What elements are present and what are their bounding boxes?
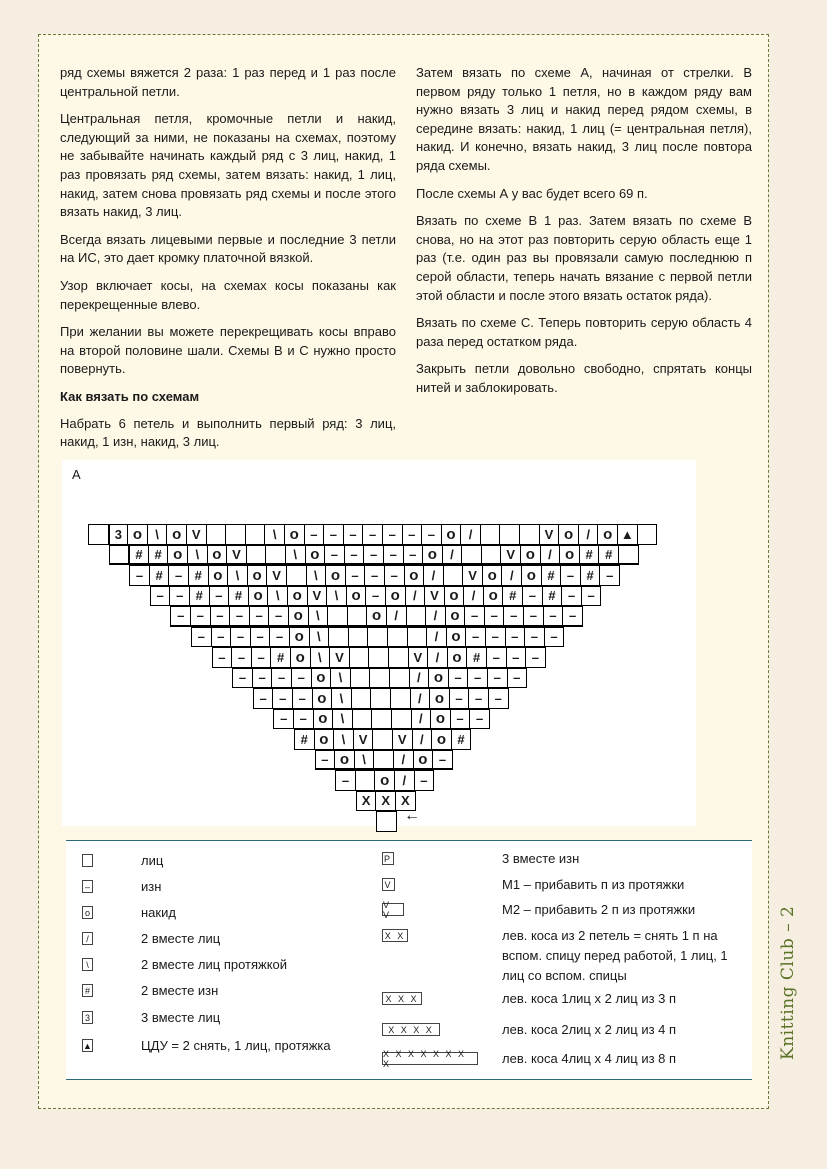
chart-cell: \ [285, 545, 306, 566]
chart-cell: o [445, 606, 466, 627]
chart-cell: / [460, 524, 481, 545]
symbol-legend [66, 840, 752, 1080]
legend-label: М2 – прибавить 2 п из протяжки [502, 902, 696, 917]
chart-cell: – [522, 586, 543, 607]
chart-cell: – [468, 688, 489, 709]
chart-cell: o [428, 668, 449, 689]
chart-cell: / [442, 545, 463, 566]
chart-cell: / [425, 606, 446, 627]
chart-cell: \ [310, 647, 331, 668]
chart-cell: – [170, 606, 191, 627]
chart-cell: # [228, 586, 249, 607]
chart-cell [246, 545, 267, 566]
chart-cell: / [540, 545, 561, 566]
chart-cell: – [343, 524, 364, 545]
chart-cell: o [441, 524, 462, 545]
chart-cell: – [210, 606, 231, 627]
legend-symbol-icon: – [82, 880, 93, 893]
chart-cell: o [366, 606, 387, 627]
chart-cell: V [408, 647, 429, 668]
chart-cell: V [500, 545, 521, 566]
legend-label: 2 вместе лиц [141, 931, 221, 946]
chart-cell [88, 524, 109, 545]
section-heading: Как вязать по схемам [60, 388, 200, 404]
chart-cell: o [290, 647, 311, 668]
chart-cell: o [429, 688, 450, 709]
chart-cell: o [287, 586, 308, 607]
chart-cell: – [524, 627, 545, 648]
chart-cell: – [384, 565, 405, 586]
chart-cell: # [598, 545, 619, 566]
chart-cell: o [346, 586, 367, 607]
legend-symbol-icon [82, 854, 93, 867]
chart-cell: – [273, 709, 294, 730]
chart-cell [391, 709, 412, 730]
chart-cell: – [562, 606, 583, 627]
chart-row [171, 606, 582, 627]
chart-cell: o [312, 688, 333, 709]
chart-cell: – [252, 668, 273, 689]
legend-symbol-icon: \ [82, 958, 93, 971]
chart-cell: – [253, 688, 274, 709]
chart-cell: o [483, 586, 504, 607]
chart-cell: # [148, 545, 169, 566]
chart-cell: – [291, 668, 312, 689]
chart-cell: # [188, 565, 209, 586]
chart-cell [481, 545, 502, 566]
chart-cell: \ [147, 524, 168, 545]
legend-symbol-icon: ▲ [83, 1040, 92, 1051]
chart-cell: – [505, 627, 526, 648]
legend-label: лев. коса из 2 петель = снять 1 п на вспом. спицу перед работой, 1 лиц, 1 лиц со вспом. спицы [502, 928, 728, 983]
chart-cell: – [432, 750, 453, 771]
chart-cell: V [392, 729, 413, 750]
legend-label: лев. коса 2лиц х 2 лиц из 4 п [502, 1022, 677, 1037]
chart-cell: – [293, 709, 314, 730]
chart-cell: – [249, 606, 270, 627]
chart-cell: – [150, 586, 171, 607]
chart-cell: \ [331, 688, 352, 709]
chart-cell: – [315, 750, 336, 771]
chart-cell: o [305, 545, 326, 566]
chart-cell: – [364, 565, 385, 586]
chart-cell [347, 606, 368, 627]
chart-cell: o [284, 524, 305, 545]
knitting-chart-a [62, 460, 696, 826]
chart-cell: – [271, 668, 292, 689]
chart-cell [480, 524, 501, 545]
chart-row [254, 688, 509, 709]
chart-cell: – [211, 627, 232, 648]
chart-cell: – [168, 565, 189, 586]
chart-cell: – [382, 524, 403, 545]
chart-cell [265, 545, 286, 566]
chart-cell: o [334, 750, 355, 771]
legend-symbol-icon: / [82, 932, 93, 945]
chart-cell [355, 770, 376, 791]
chart-cell: o [325, 565, 346, 586]
chart-cell: – [362, 524, 383, 545]
chart-cell: / [578, 524, 599, 545]
chart-cell: – [450, 709, 471, 730]
chart-cell: \ [264, 524, 285, 545]
chart-cell: o [248, 586, 269, 607]
chart-cell: # [294, 729, 315, 750]
chart-cell: X [395, 791, 416, 812]
chart-cell: V [307, 586, 328, 607]
chart-cell: / [501, 565, 522, 586]
chart-cell: – [272, 688, 293, 709]
chart-cell: – [484, 606, 505, 627]
chart-cell: \ [308, 606, 329, 627]
legend-label: изн [141, 879, 162, 894]
chart-cell: – [488, 688, 509, 709]
chart-cell: – [231, 647, 252, 668]
chart-cell [387, 627, 408, 648]
chart-cell: o [247, 565, 268, 586]
chart-title: A [72, 467, 81, 482]
legend-label: 3 вместе лиц [141, 1010, 221, 1025]
chart-cell: V [539, 524, 560, 545]
chart-cell: o [482, 565, 503, 586]
chart-cell: V [424, 586, 445, 607]
legend-label: 3 вместе изн [502, 851, 580, 866]
legend-symbol-icon: P [383, 853, 392, 864]
chart-cell: – [421, 524, 442, 545]
chart-cell: \ [187, 545, 208, 566]
chart-row [130, 565, 620, 586]
chart-cell: – [212, 647, 233, 668]
chart-cell: \ [309, 627, 330, 648]
chart-cell: – [503, 606, 524, 627]
chart-cell: / [405, 586, 426, 607]
magazine-side-label: Knitting Club – 2 [778, 905, 798, 1060]
chart-cell [443, 565, 464, 586]
chart-cell: X [375, 791, 396, 812]
chart-cell: o [314, 729, 335, 750]
chart-cell: \ [354, 750, 375, 771]
chart-cell: # [270, 647, 291, 668]
chart-cell: o [385, 586, 406, 607]
chart-cell: – [169, 586, 190, 607]
legend-symbol-icon: X X X X X X X X [382, 1052, 478, 1065]
chart-cell: V [353, 729, 374, 750]
legend-symbol-icon: V [382, 878, 395, 891]
chart-cell [407, 627, 428, 648]
paragraph: Закрыть петли довольно свободно, спрятать концы нитей и заблокировать. [416, 361, 752, 395]
chart-cell: o [166, 524, 187, 545]
chart-cell: V [266, 565, 287, 586]
chart-cell [519, 524, 540, 545]
chart-cell: o [167, 545, 188, 566]
chart-cell: – [230, 627, 251, 648]
chart-cell: o [374, 770, 395, 791]
chart-cell [352, 709, 373, 730]
chart-cell: # [542, 586, 563, 607]
chart-cell: \ [326, 586, 347, 607]
chart-cell [390, 688, 411, 709]
chart-cell: / [423, 565, 444, 586]
chart-cell [461, 545, 482, 566]
chart-cell: o [597, 524, 618, 545]
chart-cell [350, 668, 371, 689]
chart-cell [368, 647, 389, 668]
chart-cell [370, 688, 391, 709]
chart-cell [389, 668, 410, 689]
chart-cell: – [402, 524, 423, 545]
legend-symbol-icon: V V [382, 903, 404, 916]
chart-cell: – [323, 524, 344, 545]
chart-cell [245, 524, 266, 545]
chart-cell: – [190, 606, 211, 627]
legend-symbol-icon: X X X [382, 992, 422, 1005]
chart-cell: # [580, 565, 601, 586]
chart-cell [367, 627, 388, 648]
legend-symbol-icon: X X X X [382, 1023, 440, 1036]
chart-cell: – [525, 647, 546, 668]
chart-cell [637, 524, 658, 545]
chart-cell: – [232, 668, 253, 689]
chart-row [274, 709, 490, 730]
chart-row [336, 770, 434, 791]
chart-cell: # [466, 647, 487, 668]
chart-cell: – [487, 668, 508, 689]
chart-cell: \ [330, 668, 351, 689]
chart-cell: – [229, 606, 250, 627]
chart-cell [351, 688, 372, 709]
chart-cell: o [207, 545, 228, 566]
chart-cell: / [463, 586, 484, 607]
chart-cell: – [414, 770, 435, 791]
chart-cell [369, 668, 390, 689]
chart-row [213, 647, 546, 668]
chart-cell: – [250, 627, 271, 648]
paragraph: После схемы А у вас будет всего 69 п. [416, 185, 648, 201]
legend-label: накид [141, 905, 176, 920]
chart-cell [372, 729, 393, 750]
chart-cell: – [292, 688, 313, 709]
chart-cell: – [560, 565, 581, 586]
chart-cell: – [269, 627, 290, 648]
chart-cell: o [447, 647, 468, 668]
chart-cell [328, 627, 349, 648]
chart-cell: o [521, 565, 542, 586]
chart-cell: – [324, 545, 345, 566]
chart-row [295, 729, 471, 750]
chart-cell: – [344, 545, 365, 566]
chart-row [151, 586, 602, 607]
chart-cell: – [506, 647, 527, 668]
paragraph: Узор включает косы, на схемах косы показаны как перекрещенные влево. [60, 277, 396, 312]
chart-cell: – [581, 586, 602, 607]
chart-cell: – [129, 565, 150, 586]
legend-symbol-icon: o [82, 906, 93, 919]
chart-cell: o [520, 545, 541, 566]
legend-label: лев. коса 4лиц х 4 лиц из 8 п [502, 1051, 677, 1066]
legend-label: ЦДУ = 2 снять, 1 лиц, протяжка [141, 1038, 331, 1053]
chart-cell: – [383, 545, 404, 566]
chart-cell: – [448, 668, 469, 689]
legend-label: 2 вместе изн [141, 983, 219, 998]
chart-cell: # [149, 565, 170, 586]
paragraph: Вязать по схеме С. Теперь повторить серую область 4 раза перед остатком ряда. [416, 315, 752, 349]
legend-symbol-icon: 3 [82, 1011, 93, 1024]
chart-cell [286, 565, 307, 586]
chart-cell: – [507, 668, 528, 689]
chart-cell: \ [333, 729, 354, 750]
paragraph: Центральная петля, кромочные петли и накид, следующий за ними, не показаны на схемах, поэтому не забывайте начинать каждый ряд с 3 лиц, накид, 1 раз провязать ряд схемы, затем вязать: накид, 1 лиц, накид, затем снова провязать ряд схемы и после этого вязать накид, 3 лиц. [60, 111, 396, 220]
chart-cell: – [523, 606, 544, 627]
chart-cell: o [404, 565, 425, 586]
chart-cell: – [467, 668, 488, 689]
legend-symbol-icon: # [82, 984, 93, 997]
chart-cell [388, 647, 409, 668]
chart-cell: \ [306, 565, 327, 586]
chart-cell [406, 606, 427, 627]
start-arrow-icon: ← [404, 807, 420, 824]
chart-cell [109, 545, 130, 566]
chart-cell [499, 524, 520, 545]
chart-cell: – [365, 586, 386, 607]
chart-cell: – [485, 627, 506, 648]
chart-cell: – [209, 586, 230, 607]
chart-cell: \ [227, 565, 248, 586]
chart-cell: / [394, 770, 415, 791]
chart-cell: – [449, 688, 470, 709]
text-column-right [416, 64, 752, 407]
chart-cell [371, 709, 392, 730]
chart-cell: / [411, 709, 432, 730]
paragraph: Набрать 6 петель и выполнить первый ряд: 3 лиц, накид, 1 изн, накид, 3 лиц. [60, 415, 396, 450]
legend-label: лев. коса 1лиц х 2 лиц из 3 п [502, 991, 677, 1006]
chart-cell: – [268, 606, 289, 627]
paragraph: ряд схемы вяжется 2 раза: 1 раз перед и 1 раз после центральной петли. [60, 65, 396, 99]
chart-cell: o [127, 524, 148, 545]
chart-cell: o [446, 627, 467, 648]
chart-cell: # [579, 545, 600, 566]
chart-cell: o [558, 524, 579, 545]
chart-cell: # [502, 586, 523, 607]
chart-cell: V [462, 565, 483, 586]
chart-cell: – [599, 565, 620, 586]
chart-row [233, 668, 527, 689]
chart-cell: / [409, 668, 430, 689]
chart-row [110, 545, 639, 566]
chart-cell: # [451, 729, 472, 750]
chart-cell [373, 750, 394, 771]
legend-label: лиц [141, 853, 164, 868]
chart-cell: – [465, 627, 486, 648]
chart-cell: o [288, 606, 309, 627]
chart-cell: # [541, 565, 562, 586]
chart-cell: – [403, 545, 424, 566]
chart-cell: – [561, 586, 582, 607]
chart-cell: # [128, 545, 149, 566]
chart-cell: X [356, 791, 377, 812]
paragraph: Затем вязать по схеме А, начиная от стрелки. В первом ряду только 1 петля, но в каждом ряду вам нужно вязать 3 лиц и накид перед рядом схемы, в середине вязать: накид, 1 лиц (= центральная петля), накид. И конечно, вязать накид, 3 лиц после повтора ряда схемы. [416, 65, 752, 173]
chart-cell: – [469, 709, 490, 730]
chart-cell: ▲ [617, 524, 638, 545]
chart-cell [327, 606, 348, 627]
paragraph: Всегда вязать лицевыми первые и последние 3 петли на ИС, это дает кромку платочной вязкой. [60, 231, 396, 266]
chart-row [192, 627, 564, 648]
chart-row [377, 811, 397, 832]
chart-cell: – [304, 524, 325, 545]
chart-cell: – [251, 647, 272, 668]
chart-cell: – [543, 606, 564, 627]
chart-cell: o [313, 709, 334, 730]
chart-cell: # [189, 586, 210, 607]
chart-cell: o [289, 627, 310, 648]
chart-cell: / [393, 750, 414, 771]
chart-cell: o [422, 545, 443, 566]
chart-cell: V [329, 647, 350, 668]
chart-cell: 3 [108, 524, 129, 545]
chart-cell: – [544, 627, 565, 648]
chart-cell: / [410, 688, 431, 709]
chart-cell: o [413, 750, 434, 771]
chart-row [89, 524, 657, 545]
chart-cell: V [186, 524, 207, 545]
chart-cell [348, 627, 369, 648]
chart-cell [376, 811, 397, 832]
chart-cell: / [426, 627, 447, 648]
chart-cell: o [444, 586, 465, 607]
chart-cell: – [363, 545, 384, 566]
paragraph: При желании вы можете перекрещивать косы вправо на второй половине шали. Схемы В и С нужно просто повернуть. [60, 324, 396, 377]
text-column-left [60, 64, 396, 461]
chart-cell: – [335, 770, 356, 791]
chart-row [316, 750, 453, 771]
legend-label: М1 – прибавить п из протяжки [502, 877, 685, 892]
chart-cell [618, 545, 639, 566]
legend-label: 2 вместе лиц протяжкой [141, 957, 288, 972]
chart-cell: o [431, 729, 452, 750]
chart-cell: V [226, 545, 247, 566]
chart-cell: / [427, 647, 448, 668]
chart-cell: – [486, 647, 507, 668]
chart-cell: / [386, 606, 407, 627]
chart-cell: o [208, 565, 229, 586]
chart-cell: o [430, 709, 451, 730]
chart-cell [225, 524, 246, 545]
chart-cell: / [412, 729, 433, 750]
chart-cell: o [559, 545, 580, 566]
legend-symbol-icon: X X [382, 929, 408, 942]
chart-cell: – [345, 565, 366, 586]
chart-cell: \ [267, 586, 288, 607]
paragraph: Вязать по схеме В 1 раз. Затем вязать по схеме В снова, но на этот раз повторить серую область еще 1 раз (т.е. один раз вы провязали самую последнюю п серой области, теперь начать вязание с первой петли этой области и после этого вязать остаток ряда). [416, 213, 752, 303]
chart-cell: – [464, 606, 485, 627]
chart-cell [206, 524, 227, 545]
chart-cell [349, 647, 370, 668]
chart-cell: \ [332, 709, 353, 730]
chart-cell: – [191, 627, 212, 648]
chart-cell: o [311, 668, 332, 689]
